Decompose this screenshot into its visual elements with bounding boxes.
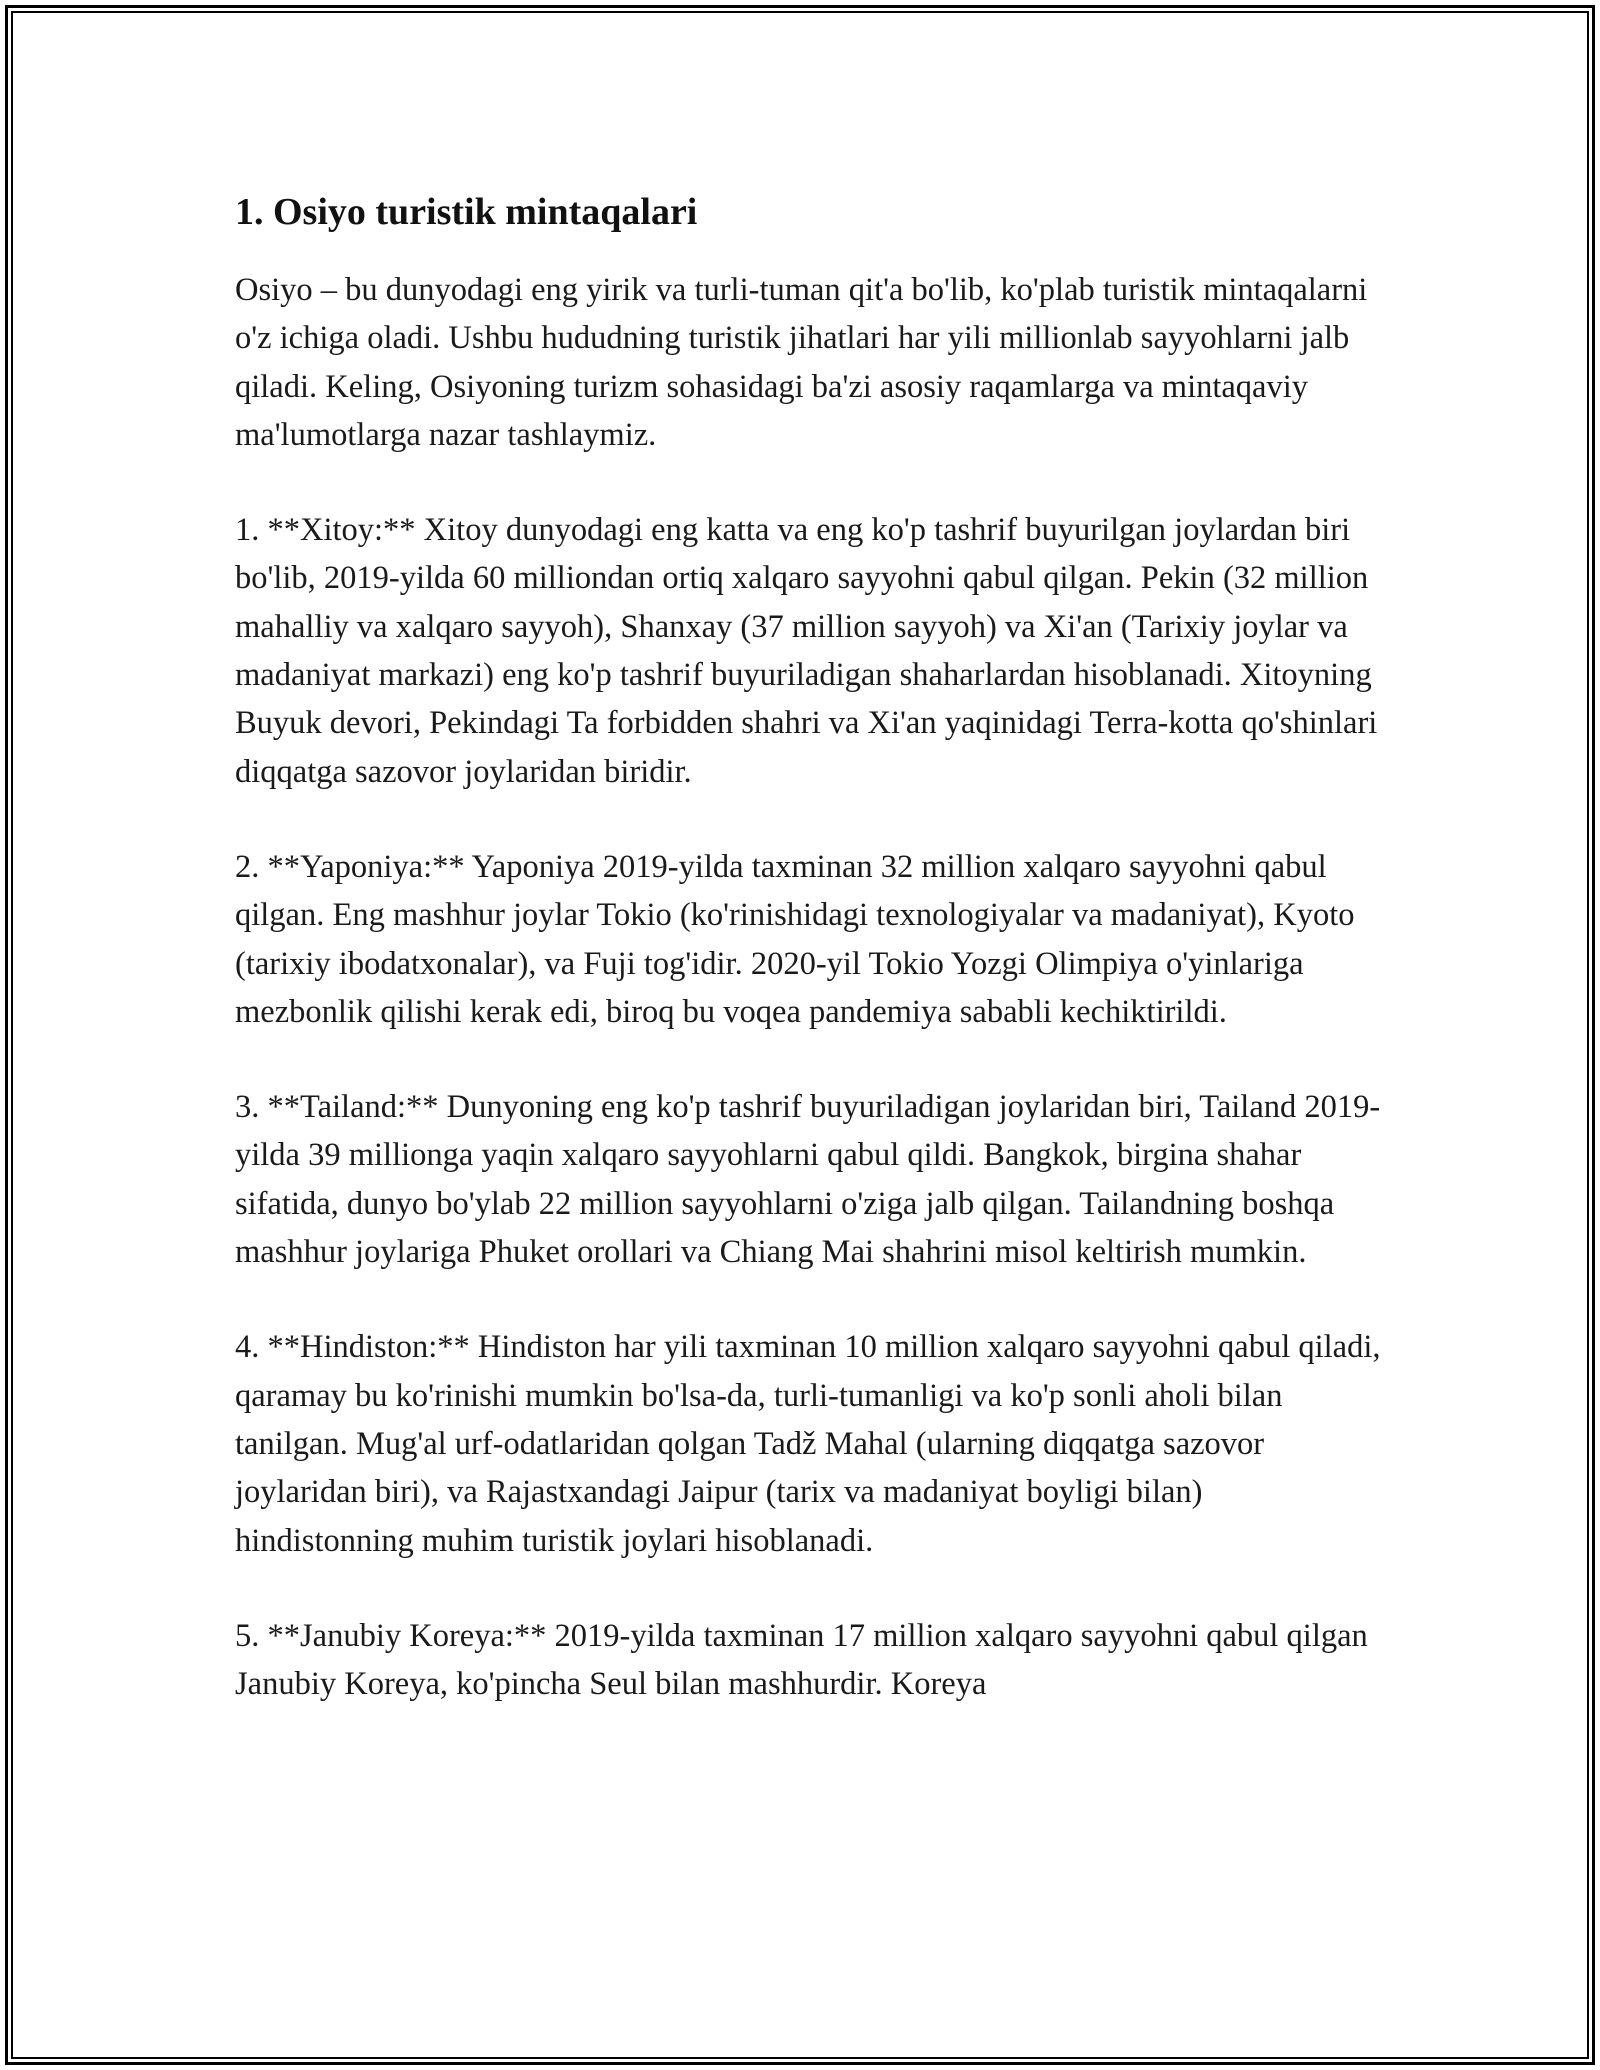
paragraph-japan: 2. **Yaponiya:** Yaponiya 2019-yilda taxminan 32 million xalqaro sayyohni qabul qilgan. Eng mashhur joylar Tokio (ko'rinishidagi texnologiyalar va madaniyat), Kyoto (tarixiy ibodatxonalar), va Fuji tog'idir. 2020-yil Tokio Yozgi Olimpiya o'yinlariga mezbonlik qilishi kerak edi, biroq bu voqea pandemiya sababli kechiktirildi. [235, 848, 1355, 1030]
document-body [235, 186, 1385, 1755]
paragraph-india: 4. **Hindiston:** Hindiston har yili taxminan 10 million xalqaro sayyohni qabul qiladi, qaramay bu ko'rinishi mumkin bo'lsa-da, turli-tumanligi va ko'p sonli aholi bilan tanilgan. Mug'al urf-odatlaridan qolgan Tadž Mahal (ularning diqqatga sazovor joylaridan biri), va Rajastxandagi Jaipur (tarix va madaniyat boyligi bilan) hindistonning muhim turistik joylari hisoblanadi. [235, 1329, 1381, 1559]
paragraph-china: 1. **Xitoy:** Xitoy dunyodagi eng katta va eng ko'p tashrif buyurilgan joylardan biri bo'lib, 2019-yilda 60 milliondan ortiq xalqaro sayyohni qabul qilgan. Pekin (32 million mahalliy va xalqaro sayyoh), Shanxay (37 million sayyoh) va Xi'an (Tarixiy joylar va madaniyat markazi) eng ko'p tashrif buyuriladigan shaharlardan hisoblanadi. Xitoyning Buyuk devori, Pekindagi Ta forbidden shahri va Xi'an yaqinidagi Terra-kotta qo'shinlari diqqatga sazovor joylaridan biridir. [235, 512, 1378, 790]
paragraph-thailand: 3. **Tailand:** Dunyoning eng ko'p tashrif buyuriladigan joylaridan biri, Tailand 2019-yilda 39 millionga yaqin xalqaro sayyohlarni qabul qildi. Bangkok, birgina shahar sifatida, dunyo bo'ylab 22 million sayyohlarni o'ziga jalb qilgan. Tailandning boshqa mashhur joylariga Phuket orollari va Chiang Mai shahrini misol keltirish mumkin. [235, 1089, 1381, 1271]
section-heading: 1. Osiyo turistik mintaqalari [235, 191, 698, 233]
intro-paragraph: Osiyo – bu dunyodagi eng yirik va turli-tuman qit'a bo'lib, ko'plab turistik mintaqalarni o'z ichiga oladi. Ushbu hududning turistik jihatlari har yili millionlab sayyohlarni jalb qiladi. Keling, Osiyoning turizm sohasidagi ba'zi asosiy raqamlarga va mintaqaviy ma'lumotlarga nazar tashlaymiz. [235, 272, 1368, 453]
paragraph-south-korea: 5. **Janubiy Koreya:** 2019-yilda taxminan 17 million xalqaro sayyohni qabul qilgan Janubiy Koreya, ko'pincha Seul bilan mashhurdir. Koreya [235, 1617, 1368, 1703]
